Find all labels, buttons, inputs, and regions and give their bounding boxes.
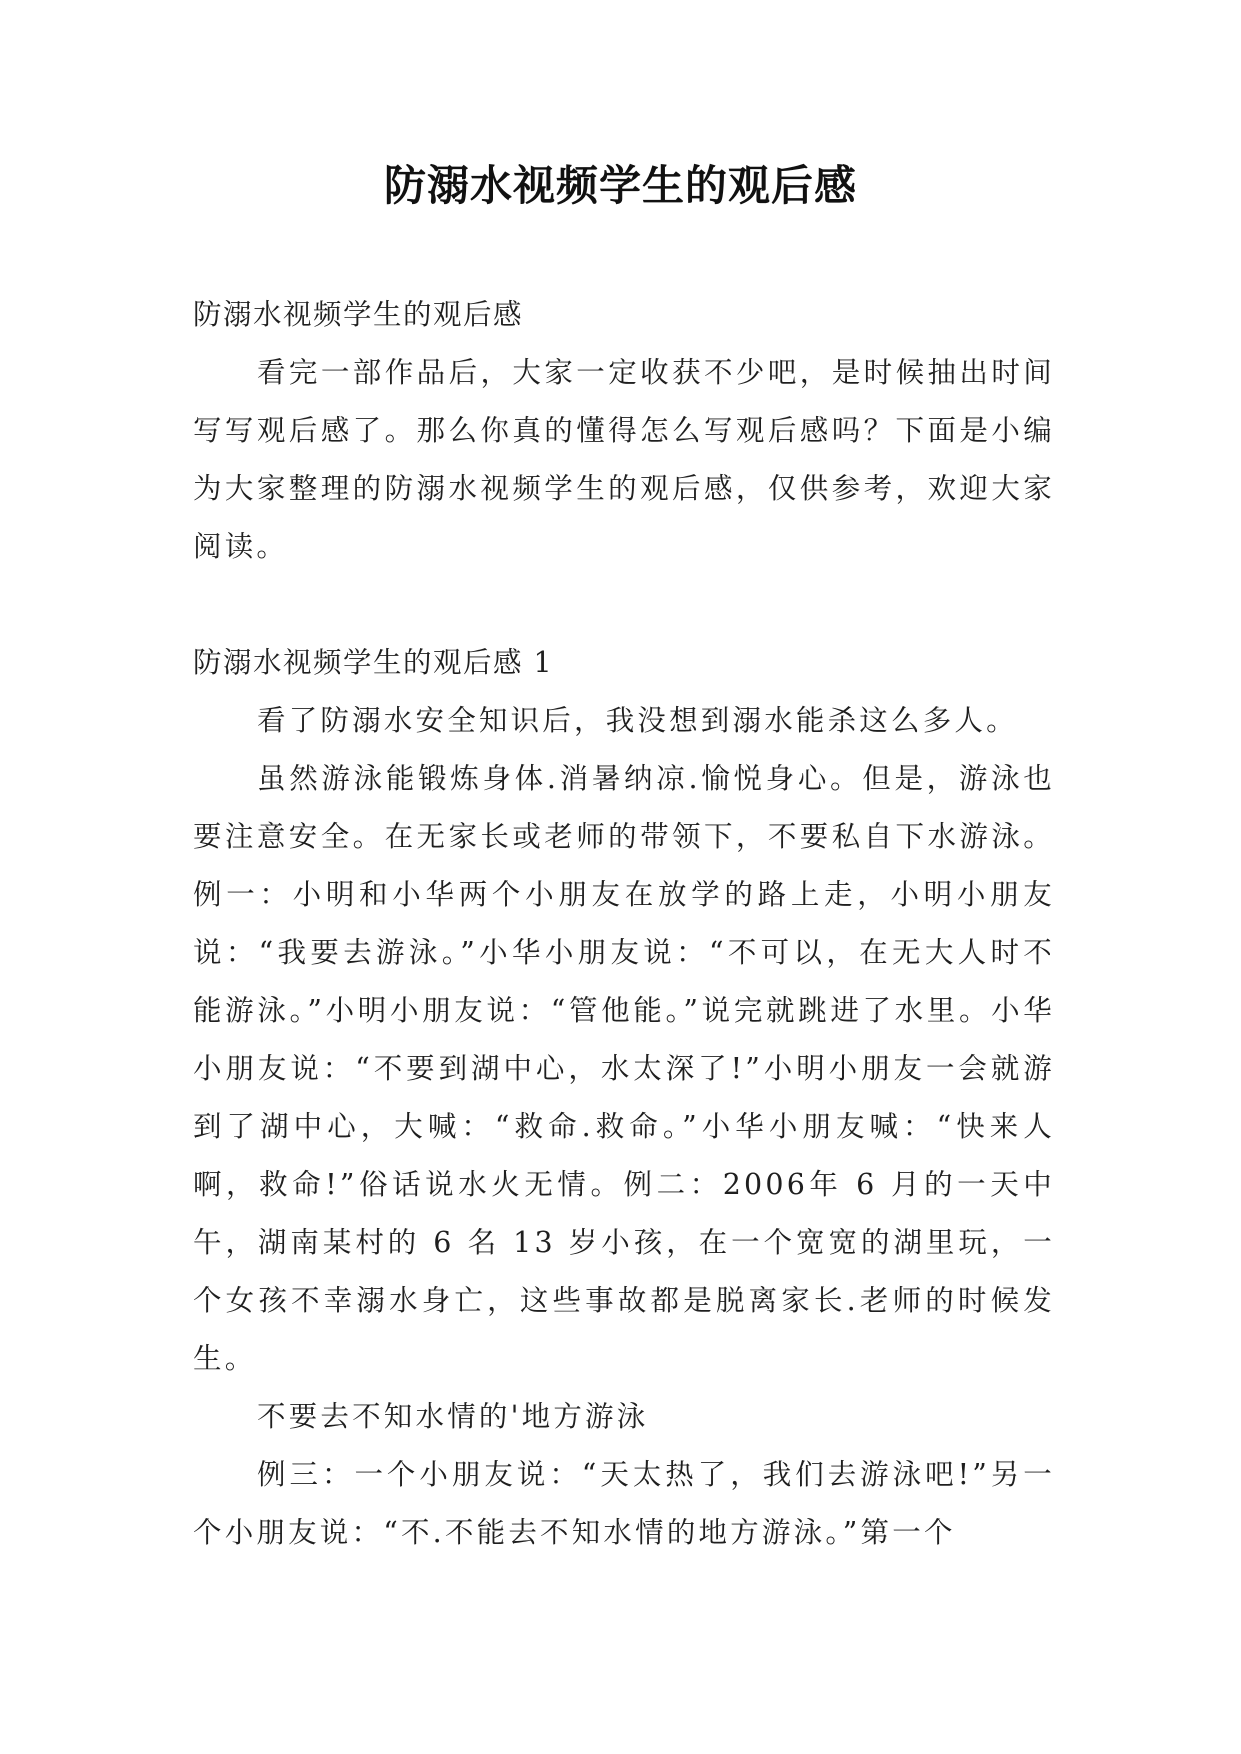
document-body xyxy=(193,286,1055,1562)
body-paragraph: 例三：一个小朋友说：“天太热了，我们去游泳吧!”另一个小朋友说：“不.不能去不知水情的地方游泳。”第一个 xyxy=(193,1458,1055,1549)
intro-paragraph: 看完一部作品后，大家一定收获不少吧，是时候抽出时间写写观后感了。那么你真的懂得怎么写观后感吗？下面是小编为大家整理的防溺水视频学生的观后感，仅供参考，欢迎大家阅读。 xyxy=(193,356,1055,563)
body-paragraph: 虽然游泳能锻炼身体.消暑纳凉.愉悦身心。但是，游泳也要注意安全。在无家长或老师的带领下，不要私自下水游泳。例一：小明和小华两个小朋友在放学的路上走，小明小朋友说：“我要去游泳。”小华小朋友说：“不可以，在无大人时不能游泳。”小明小朋友说：“管他能。”说完就跳进了水里。小华小朋友说：“不要到湖中心，水太深了!”小明小朋友一会就游到了湖中心，大喊：“救命.救命。”小华小朋友喊：“快来人啊，救命!”俗话说水火无情。例二：2006年 6 月的一天中午，湖南某村的 6 名 13 岁小孩，在一个宽宽的湖里玩，一个女孩不幸溺水身亡，这些事故都是脱离家长.老师的时候发生。 xyxy=(193,762,1055,1375)
body-paragraph: 看了防溺水安全知识后，我没想到溺水能杀这么多人。 xyxy=(257,704,1018,737)
section-heading: 防溺水视频学生的观后感 1 xyxy=(193,646,554,679)
section-gap xyxy=(193,576,1055,634)
intro-heading: 防溺水视频学生的观后感 xyxy=(193,298,524,331)
body-paragraph: 不要去不知水情的'地方游泳 xyxy=(257,1400,649,1433)
document-title: 防溺水视频学生的观后感 xyxy=(383,161,857,210)
